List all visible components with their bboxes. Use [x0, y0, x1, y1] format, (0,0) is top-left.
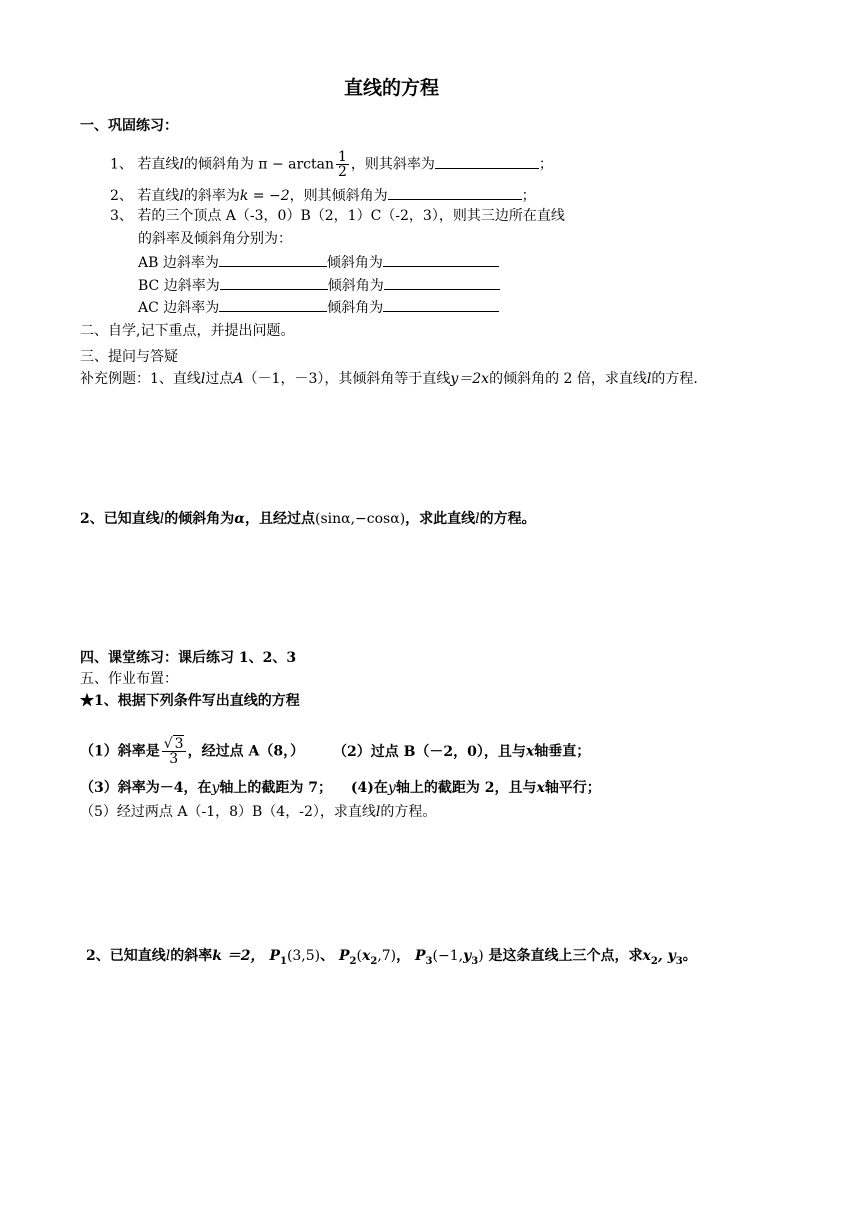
row-bc: BC 边斜率为 倾斜角为 [138, 275, 500, 295]
section-5-heading: 五、作业布置： [80, 671, 178, 687]
task-1-part-3-4: （3）斜率为－4，在y轴上的截距为 7； (4)在y轴上的截距为 2，且与x轴平行； [80, 780, 601, 796]
row-ab: AB 边斜率为 倾斜角为 [138, 252, 499, 272]
question-3-line1: 3、 若的三个顶点 A（-3，0）B（2，1）C（-2，3），则其三边所在直线 [110, 208, 565, 224]
answer-blank [383, 297, 499, 312]
fraction-half: $\frac{1}{2}$ [338, 149, 347, 180]
answer-blank [388, 185, 522, 200]
answer-blank [220, 275, 328, 290]
row-ac: AC 边斜率为 倾斜角为 [138, 297, 499, 317]
question-3-line2: 的斜率及倾斜角分别为： [138, 231, 292, 247]
task-1-part-5: （5）经过两点 A（-1，8）B（4，-2），求直线l的方程。 [80, 804, 437, 820]
task-1-heading: ★1、根据下列条件写出直线的方程 [80, 693, 300, 709]
section-1-heading: 一、巩固练习： [80, 118, 178, 134]
example-2: 2、已知直线l的倾斜角为α，且经过点(sinα,−cosα)，求此直线l的方程。 [80, 511, 536, 527]
answer-blank [219, 297, 327, 312]
answer-blank [383, 252, 499, 267]
answer-blank [435, 154, 539, 169]
question-1: 1、 若直线l的倾斜角为 π − arctan $\frac{1}{2}$ ，则其斜率为 ； [110, 149, 553, 180]
fraction-sqrt3-over-3: $\frac{√ 3}{3}$ [163, 736, 184, 767]
answer-blank [384, 275, 500, 290]
question-2: 2、 若直线l的斜率为k = −2，则其倾斜角为 ； [110, 185, 536, 205]
task-1-part-1-2: （1）斜率是 $\frac{√ 3}{3}$ ，经过点 A（8，） （2）过点 B（－2，0），且与x轴垂直； [80, 736, 591, 767]
page-title: 直线的方程 [344, 77, 440, 99]
section-4-heading: 四、课堂练习：课后练习 1、2、3 [80, 650, 297, 666]
section-2-heading: 二、自学,记下重点，并提出问题。 [80, 323, 295, 339]
section-3-heading: 三、提问与答疑 [80, 349, 178, 365]
answer-blank [219, 252, 327, 267]
task-2: 2、已知直线l的斜率k ＝2， $P_1(3,5)$、 $P_2(x_2,7)$， $P_3(-1,y_3)$ 是这条直线上三个点，求$x_2$, $y_3$。 [86, 948, 697, 967]
example-1: 补充例题：1、直线l过点A（－1，－3），其倾斜角等于直线y＝2x的倾斜角的 2 倍，求直线l的方程. [80, 371, 698, 387]
